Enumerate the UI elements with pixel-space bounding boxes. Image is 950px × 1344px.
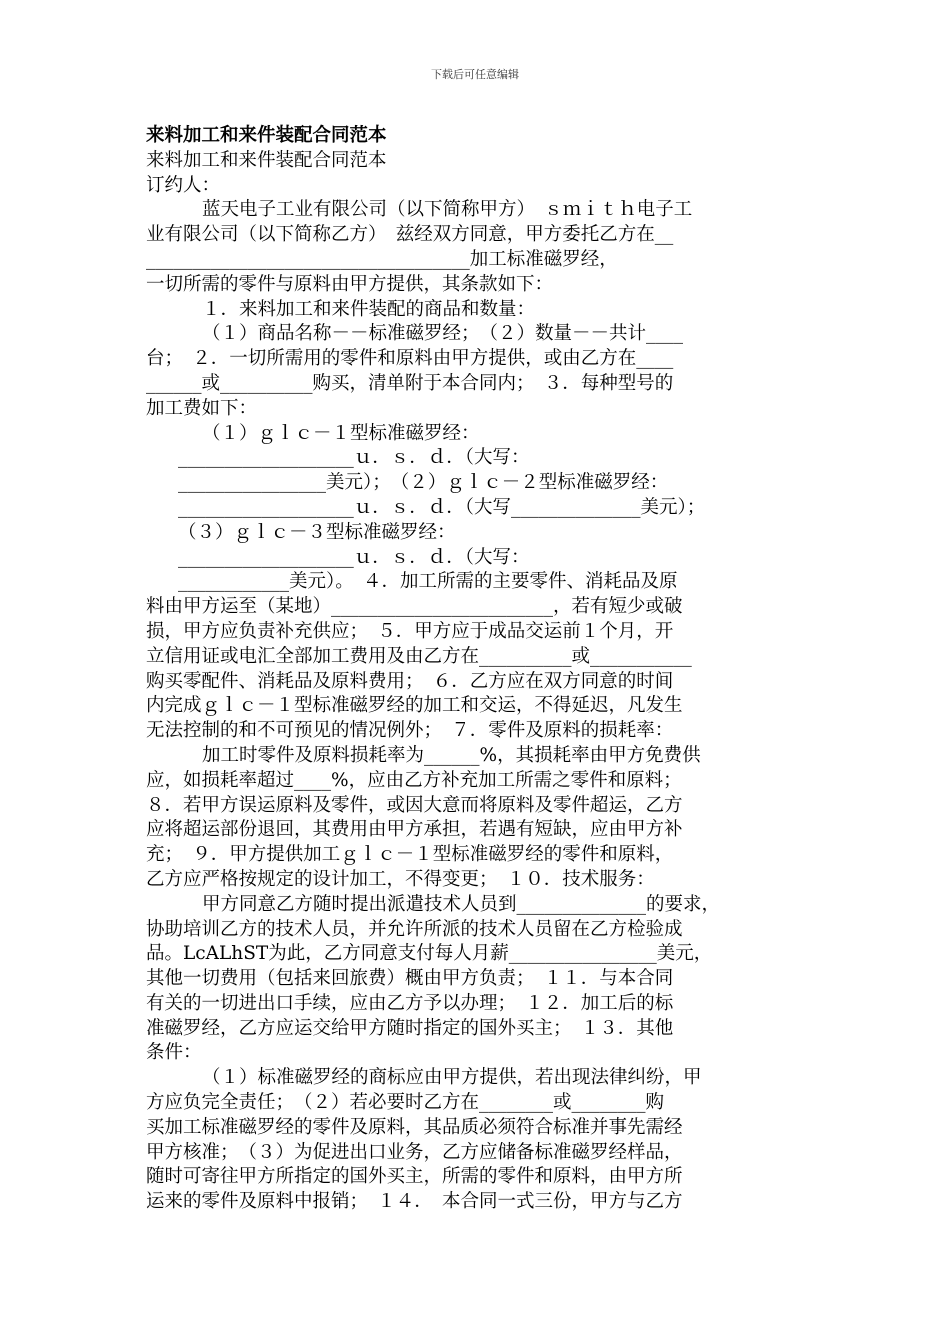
text-line: 台； ２．一切所需用的零件和原料由甲方提供，或由乙方在____ (146, 348, 674, 370)
text-line: 有关的一切进出口手续，应由乙方予以办理； １２．加工后的标 (146, 992, 674, 1014)
text-line: （１）ｇｌｃ－１型标准磁罗经： (202, 422, 480, 444)
text-line: ８．若甲方误运原料及零件，或因大意而将原料及零件超运，乙方 (146, 794, 683, 816)
text-line: ___________________ｕ．ｓ．ｄ．（大写： (178, 546, 530, 568)
text-line: 业有限公司（以下简称乙方） 兹经双方同意，甲方委托乙方在__ (146, 224, 674, 246)
text-line: （１）标准磁罗经的商标应由甲方提供，若出现法律纠纷，甲 (202, 1067, 702, 1089)
text-line: １．来料加工和来件装配的商品和数量： (202, 298, 536, 320)
text-line: 甲方核准； （３）为促进出口业务，乙方应储备标准磁罗经样品， (146, 1141, 683, 1163)
page-header: 下载后可任意编辑 (431, 68, 519, 81)
text-line: 立信用证或电汇全部加工费用及由乙方在__________或___________ (146, 645, 692, 667)
text-line: 买加工标准磁罗经的零件及原料，其品质必须符合标准并事先需经 (146, 1116, 683, 1138)
text-line: 料由甲方运至（某地）________________________，若有短少或破 (146, 596, 683, 618)
text-line: 品。LcALhST为此，乙方同意支付每人月薪________________美元， (146, 943, 713, 965)
text-line: ___________________ｕ．ｓ．ｄ．（大写______________美元）； (178, 496, 706, 518)
text-line: 乙方应严格按规定的设计加工，不得变更； １０．技术服务： (146, 868, 655, 890)
text-line: ____________美元）。 ４．加工所需的主要零件、消耗品及原 (178, 571, 678, 593)
text-line: 充； ９．甲方提供加工ｇｌｃ－１型标准磁罗经的零件和原料， (146, 844, 674, 866)
text-line: ______或__________购买，清单附于本合同内； ３．每种型号的 (146, 372, 674, 394)
text-line: 订约人： (146, 174, 221, 196)
text-line: 方应负完全责任； （２）若必要时乙方在________或________购 (146, 1092, 665, 1114)
text-line: ________________美元）； （２）ｇｌｃ－２型标准磁罗经： (178, 472, 669, 494)
document-title: 来料加工和来件装配合同范本 (146, 125, 387, 146)
text-line: （１）商品名称－－标准磁罗经； （２）数量－－共计____ (202, 323, 684, 345)
subtitle-line: 来料加工和来件装配合同范本 (146, 149, 387, 171)
text-line: 损，甲方应负责补充供应； ５．甲方应于成品交运前１个月，开 (146, 620, 674, 642)
text-line: 其他一切费用（包括来回旅费）概由甲方负责； １１．与本合同 (146, 968, 674, 990)
text-line: ___________________ｕ．ｓ．ｄ．（大写： (178, 447, 530, 469)
text-line: 应，如损耗率超过____%，应由乙方补充加工所需之零件和原料； (146, 769, 682, 791)
document-body (146, 124, 806, 1215)
text-line: 内完成ｇｌｃ－１型标准磁罗经的加工和交运，不得延迟，凡发生 (146, 695, 683, 717)
text-line: 加工费如下： (146, 397, 258, 419)
text-line: 加工时零件及原料损耗率为______%，其损耗率由甲方免费供 (202, 744, 701, 766)
text-line: 蓝天电子工业有限公司（以下简称甲方） ｓｍｉｔｈ电子工 (202, 199, 693, 221)
text-line: 运来的零件及原料中报销； １４． 本合同一式三份，甲方与乙方 (146, 1191, 683, 1213)
text-line: 购买零配件、消耗品及原料费用； ６．乙方应在双方同意的时间 (146, 670, 674, 692)
text-line: 甲方同意乙方随时提出派遣技术人员到______________的要求， (202, 893, 721, 915)
text-line: 条件： (146, 1042, 202, 1064)
text-line: ___________________________________加工标准磁罗经， (146, 248, 618, 270)
text-line: 一切所需的零件与原料由甲方提供，其条款如下： (146, 273, 554, 295)
text-line: 无法控制的和不可预见的情况例外； ７．零件及原料的损耗率： (146, 720, 674, 742)
text-line: 准磁罗经，乙方应运交给甲方随时指定的国外买主； １３．其他 (146, 1017, 674, 1039)
text-line: 协助培训乙方的技术人员，并允许所派的技术人员留在乙方检验成 (146, 918, 683, 940)
text-line: 随时可寄往甲方所指定的国外买主，所需的零件和原料，由甲方所 (146, 1166, 683, 1188)
text-line: （３）ｇｌｃ－３型标准磁罗经： (178, 521, 456, 543)
text-line: 应将超运部份退回，其费用由甲方承担，若遇有短缺，应由甲方补 (146, 819, 683, 841)
